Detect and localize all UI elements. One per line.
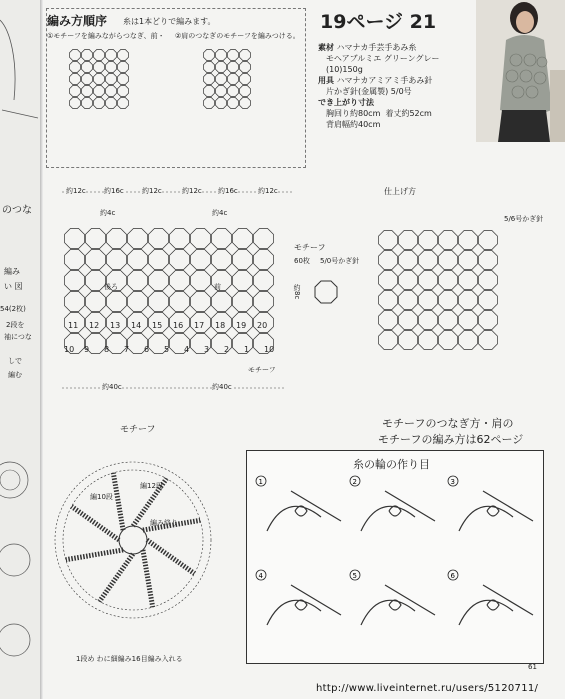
- motif-octagon: [459, 311, 478, 330]
- motif-octagon: [70, 62, 81, 73]
- motif-spoke: [113, 473, 123, 530]
- tools-value: ハマナカアミアミ手あみ針: [336, 76, 433, 85]
- step-number: 2: [352, 478, 357, 486]
- model-photo: [476, 0, 565, 142]
- motif-ring: [55, 462, 211, 618]
- motif-octagon: [70, 74, 81, 85]
- motif-octagon: [204, 62, 215, 73]
- row-number: 10: [64, 345, 75, 354]
- motif-octagon: [106, 98, 117, 109]
- front-label: 前: [214, 283, 221, 291]
- yarn-name: モヘアブルミエ: [326, 54, 382, 63]
- motif-octagon: [439, 311, 458, 330]
- motif-pointer-label: モチーフ: [248, 366, 276, 374]
- motif-spoke: [66, 550, 123, 560]
- motif-octagon: [399, 231, 418, 250]
- motif-ring: [119, 526, 147, 554]
- motif-octagon: [379, 271, 398, 290]
- page-reference: 19ページ 21: [320, 11, 437, 33]
- motif-ring: [63, 470, 203, 610]
- motif-octagon: [479, 251, 498, 270]
- motif-octagon: [216, 86, 227, 97]
- motif-spoke: [72, 506, 119, 540]
- row-number: 9: [84, 345, 90, 354]
- top-measure: 約4c: [100, 209, 116, 217]
- row-number: 1: [244, 345, 250, 354]
- motif-octagon: [128, 250, 148, 270]
- step-number: 5: [352, 572, 357, 580]
- row-number: 13: [110, 321, 121, 330]
- motif-octagon: [82, 86, 93, 97]
- motif-octagon: [419, 311, 438, 330]
- motif-octagon: [106, 62, 117, 73]
- ring-cast-on-illustrations: [247, 451, 543, 663]
- motif-octagon: [86, 229, 106, 249]
- motif-octagon: [65, 250, 85, 270]
- left-label: 編み: [4, 267, 20, 276]
- width-measures: [62, 186, 292, 198]
- motif-octagon: [228, 98, 239, 109]
- motif-octagon: [107, 292, 127, 312]
- motif-octagon: [149, 292, 169, 312]
- motif-octagon: [65, 292, 85, 312]
- footer-url: http://www.liveinternet.ru/users/5120711/: [316, 683, 539, 694]
- motif-octagon: [240, 74, 251, 85]
- motif-octagon: [419, 251, 438, 270]
- step-illustration: [267, 491, 341, 531]
- motif-octagon: [399, 331, 418, 350]
- motif-octagon: [240, 62, 251, 73]
- motif-octagon: [204, 86, 215, 97]
- model-photo-image: [476, 0, 565, 142]
- motif-octagon: [419, 231, 438, 250]
- motif-octagon: [70, 86, 81, 97]
- motif-legend-hook: 5/0号かぎ針: [320, 257, 360, 265]
- row-number: 18: [215, 321, 226, 330]
- motif-octagon: [379, 251, 398, 270]
- row-number: 10: [264, 345, 275, 354]
- motif-octagon: [254, 250, 274, 270]
- row-number: 3: [204, 345, 210, 354]
- motif-octagon: [228, 86, 239, 97]
- motif-octagon: [479, 291, 498, 310]
- length-size: 着丈約52cm: [385, 109, 432, 118]
- row-number: 5: [164, 345, 170, 354]
- motif-octagon: [459, 251, 478, 270]
- motif-legend-count: 60枚: [294, 257, 310, 265]
- motif-octagon: [191, 271, 211, 291]
- hook-type: 片かぎ針(金属製): [326, 87, 389, 96]
- motif-spoke: [143, 550, 153, 607]
- left-label: 編む: [8, 371, 22, 379]
- motif-octagon: [212, 250, 232, 270]
- motif-octagon: [107, 229, 127, 249]
- motif-row-label: 編10段: [90, 493, 113, 501]
- row-number: 11: [68, 321, 79, 330]
- motif-octagon: [149, 250, 169, 270]
- step-number: 1: [258, 478, 263, 486]
- motif-octagon: [233, 229, 253, 249]
- motif-octagon: [65, 271, 85, 291]
- step-illustration: [361, 491, 435, 531]
- step-illustration: [459, 585, 533, 625]
- motif-octagon: [118, 98, 129, 109]
- motif-octagon: [379, 311, 398, 330]
- width-measure: 約12c: [142, 187, 162, 195]
- motif-octagon: [479, 231, 498, 250]
- motif-legend-size: 約8c: [293, 284, 301, 300]
- page-number: 61: [528, 663, 537, 671]
- motif-octagon: [170, 271, 190, 291]
- knit-order-grids: [47, 43, 305, 173]
- motif-octagon: [216, 62, 227, 73]
- tools-label: 用具: [318, 76, 334, 85]
- motif-octagon: [419, 271, 438, 290]
- motif-octagon: [204, 50, 215, 61]
- motif-end-label: 編み終り: [150, 519, 178, 527]
- bottom-measures: [62, 382, 284, 394]
- motif-octagon: [459, 231, 478, 250]
- knit-order-box: [46, 8, 306, 168]
- motif-octagon: [118, 50, 129, 61]
- motif-octagon: [254, 229, 274, 249]
- knit-order-title: 編み方順序: [47, 14, 108, 28]
- motif-octagon: [82, 50, 93, 61]
- motif-octagon: [170, 250, 190, 270]
- motif-octagon: [228, 50, 239, 61]
- motif-octagon: [94, 98, 105, 109]
- motif-octagon: [149, 229, 169, 249]
- size-label: でき上がり寸法: [318, 98, 374, 107]
- motif-octagon: [149, 271, 169, 291]
- motif-octagon: [216, 98, 227, 109]
- step-number: 6: [450, 572, 455, 580]
- left-page-fragments: [0, 0, 40, 699]
- motif-octagon: [94, 62, 105, 73]
- motif-octagon: [240, 86, 251, 97]
- row-number: 7: [124, 345, 130, 354]
- octagon-motif-icon: [314, 280, 338, 304]
- materials-value: ハマナカ手芸手あみ糸: [336, 43, 417, 52]
- motif-octagon: [82, 74, 93, 85]
- ring-cast-on-box: [246, 450, 544, 664]
- motif-octagon: [479, 311, 498, 330]
- row-number: 19: [236, 321, 247, 330]
- left-label: 袖につな: [4, 333, 32, 341]
- motif-octagon: [216, 50, 227, 61]
- ring-cast-on-title: 糸の輪の作り目: [353, 458, 430, 471]
- motif-octagon: [212, 292, 232, 312]
- motif-octagon: [118, 62, 129, 73]
- left-label: い 図: [4, 282, 23, 291]
- step-illustration: [361, 585, 435, 625]
- finish-hook-note: 5/6号かぎ針: [504, 215, 544, 223]
- motif-octagon: [479, 331, 498, 350]
- materials-label: 素材: [318, 43, 334, 52]
- left-label: のつな: [2, 205, 32, 216]
- motif-octagon: [128, 229, 148, 249]
- width-measure: 約12c: [66, 187, 86, 195]
- motif-octagon: [191, 292, 211, 312]
- back-label: 後ろ: [104, 283, 118, 291]
- motif-octagon: [65, 229, 85, 249]
- width-measure: 約12c: [258, 187, 278, 195]
- left-label: 54(2枚): [0, 305, 26, 313]
- hook-size: 5/0号: [390, 87, 412, 96]
- motif-octagon: [106, 74, 117, 85]
- width-measure: 約16c: [104, 187, 124, 195]
- step-number: 4: [258, 572, 263, 580]
- motif-octagon: [204, 98, 215, 109]
- top-measure: 約4c: [212, 209, 228, 217]
- motif-octagon: [212, 229, 232, 249]
- motif-octagon: [106, 50, 117, 61]
- motif-octagon: [233, 334, 253, 354]
- motif-spoke: [147, 540, 194, 574]
- motif-octagon: [216, 74, 227, 85]
- motif-octagon: [233, 292, 253, 312]
- row-number: 14: [131, 321, 142, 330]
- motif-octagon: [118, 86, 129, 97]
- motif-octagon: [228, 62, 239, 73]
- motif-octagon: [94, 50, 105, 61]
- motif-octagon: [170, 229, 190, 249]
- width-measure: 約12c: [182, 187, 202, 195]
- finish-diagram: [370, 214, 510, 364]
- knit-order-step2: ②肩のつなぎのモチーフを編みつける。: [175, 32, 300, 40]
- motif-octagon: [70, 50, 81, 61]
- motif-octagon: [439, 231, 458, 250]
- motif-octagon: [379, 231, 398, 250]
- motif-octagon: [228, 74, 239, 85]
- motif-octagon: [240, 98, 251, 109]
- motif-octagon: [128, 292, 148, 312]
- motif-octagon: [459, 331, 478, 350]
- yarn-amount: (10)150g: [326, 65, 363, 74]
- join-note-line1: モチーフのつなぎ方・肩の: [382, 417, 514, 430]
- motif-octagon: [86, 250, 106, 270]
- row-number: 17: [194, 321, 205, 330]
- motif-octagon: [419, 331, 438, 350]
- bottom-measure: 約40c: [102, 383, 122, 391]
- join-note-line2: モチーフの編み方は62ページ: [378, 433, 524, 446]
- motif-octagon: [191, 250, 211, 270]
- motif-octagon: [439, 291, 458, 310]
- body-diagram: [62, 218, 284, 368]
- page-spine: [40, 0, 43, 699]
- motif-octagon: [399, 311, 418, 330]
- motif-octagon: [86, 271, 106, 291]
- motif-chart: [48, 455, 218, 625]
- knit-order-note: 糸は1本どりで編みます。: [123, 17, 216, 26]
- row-number: 16: [173, 321, 184, 330]
- motif-octagon: [233, 271, 253, 291]
- motif-octagon: [254, 292, 274, 312]
- row-number: 2: [224, 345, 230, 354]
- yarn-color: グリーングレー: [383, 54, 440, 63]
- motif-octagon: [439, 271, 458, 290]
- step-illustration: [459, 491, 533, 531]
- step-illustration: [267, 585, 341, 625]
- row-number: 20: [257, 321, 268, 330]
- motif-octagon: [86, 292, 106, 312]
- motif-legend-title: モチーフ: [294, 243, 326, 252]
- motif-octagon: [70, 98, 81, 109]
- motif-octagon: [399, 271, 418, 290]
- motif-octagon: [82, 98, 93, 109]
- left-label: 2段を: [6, 321, 25, 329]
- motif-octagon: [170, 292, 190, 312]
- motif-octagon: [439, 331, 458, 350]
- motif-octagon: [204, 74, 215, 85]
- motif-octagon: [128, 271, 148, 291]
- motif-start-note: 1段め わに細編み16目編み入れる: [76, 655, 183, 663]
- left-page-edge: [0, 0, 41, 699]
- motif-octagon: [118, 74, 129, 85]
- motif-octagon: [106, 86, 117, 97]
- row-number: 4: [184, 345, 190, 354]
- motif-octagon: [94, 86, 105, 97]
- motif-octagon: [107, 250, 127, 270]
- motif-octagon: [379, 291, 398, 310]
- motif-octagon: [419, 291, 438, 310]
- motif-octagon: [459, 271, 478, 290]
- motif-row-label: 編12段: [140, 482, 163, 490]
- motif-chart-title: モチーフ: [120, 425, 156, 435]
- row-number: 12: [89, 321, 100, 330]
- motif-octagon: [82, 62, 93, 73]
- motif-octagon: [479, 271, 498, 290]
- knit-order-step1: ①モチーフを編みながらつなぎ、前・: [47, 32, 165, 40]
- motif-spoke: [99, 554, 133, 601]
- bottom-measure: 約40c: [212, 383, 232, 391]
- motif-octagon: [399, 291, 418, 310]
- row-number: 6: [144, 345, 150, 354]
- motif-octagon: [191, 229, 211, 249]
- motif-octagon: [94, 74, 105, 85]
- motif-octagon: [399, 251, 418, 270]
- motif-octagon: [439, 251, 458, 270]
- motif-octagon: [459, 291, 478, 310]
- shoulder-size: 背肩幅約40cm: [326, 120, 381, 129]
- width-measure: 約16c: [218, 187, 238, 195]
- motif-octagon: [254, 271, 274, 291]
- motif-octagon: [240, 50, 251, 61]
- motif-octagon: [379, 331, 398, 350]
- step-number: 3: [450, 478, 455, 486]
- row-number: 15: [152, 321, 163, 330]
- finish-title: 仕上げ方: [384, 187, 416, 196]
- bust-size: 胸回り約80cm: [326, 109, 381, 118]
- row-number: 8: [104, 345, 110, 354]
- left-label: しで: [8, 357, 22, 365]
- motif-octagon: [233, 250, 253, 270]
